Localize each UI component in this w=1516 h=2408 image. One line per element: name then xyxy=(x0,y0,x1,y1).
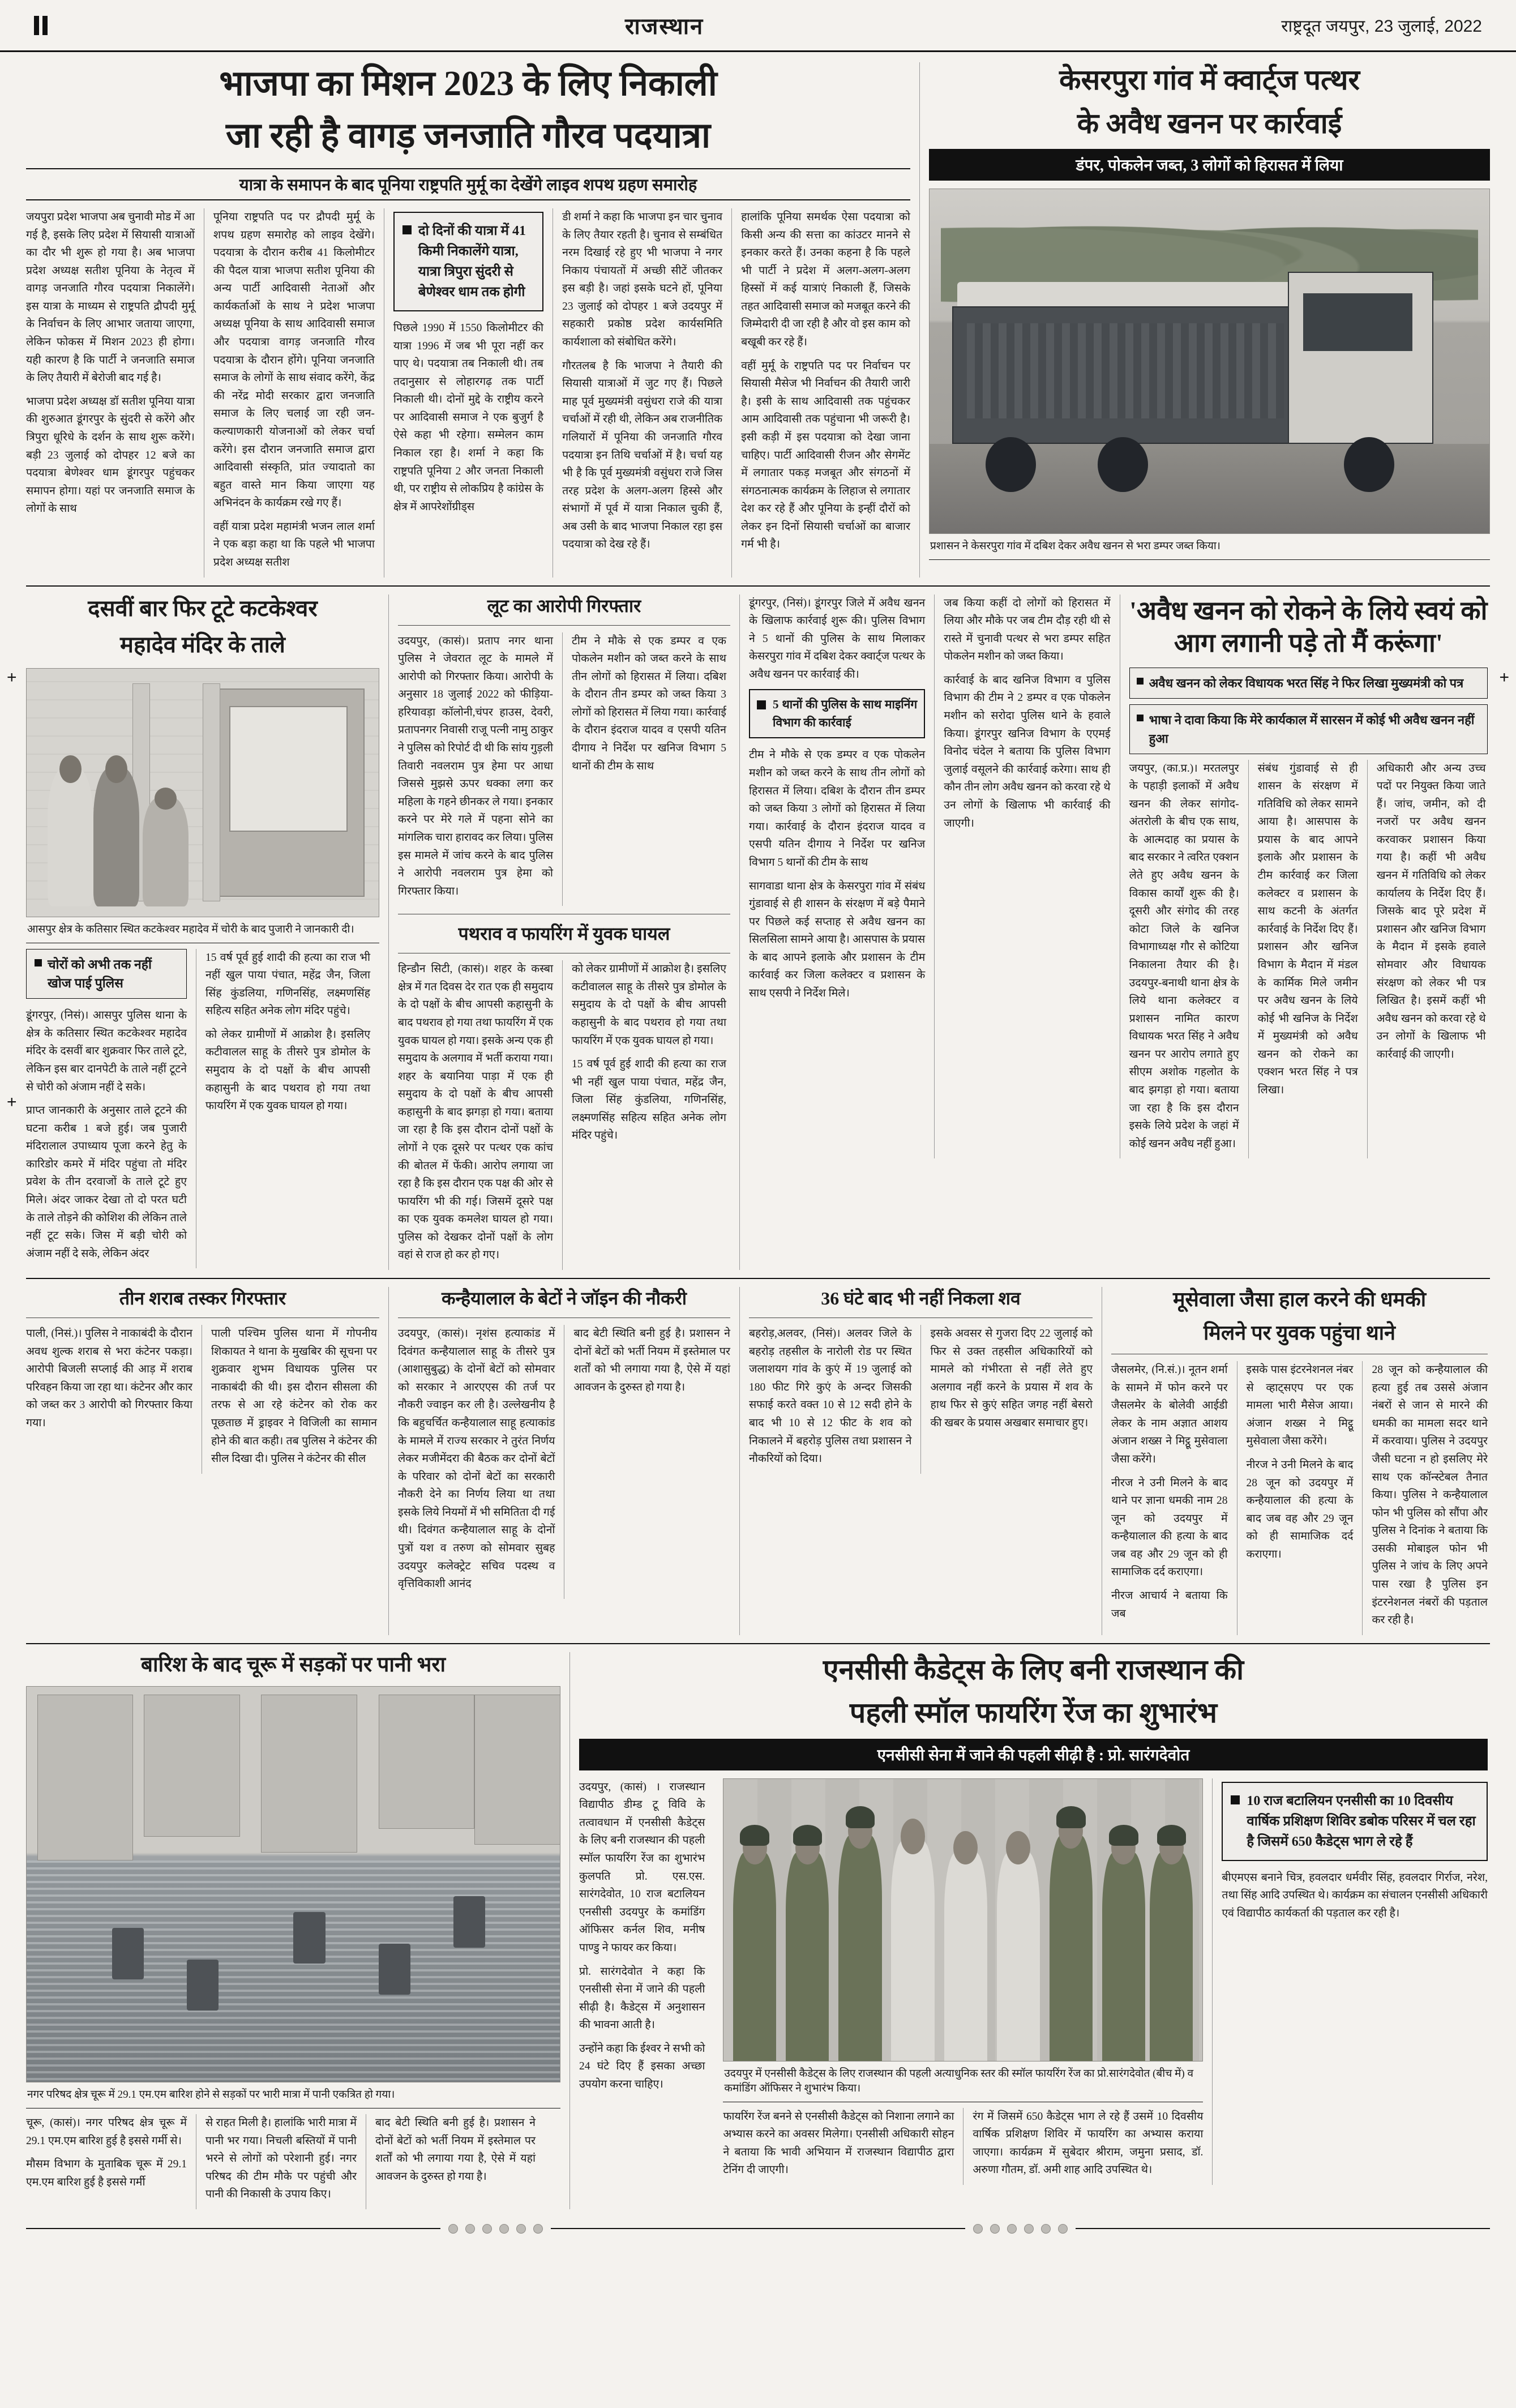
mining-right-col: जब किया कहीं दो लोगों को हिरासत में लिया और मौके पर जब टीम दौड़ रही थी से रास्ते में चुनावी पत्थर से भरा डम्पर सहित पोकलेन मशीन को जब्त किया। कार्रवाई के बाद खनिज विभाग व पुलिस विभाग की टीम ने 2 डम्पर व एक पोकलेन मशीन को सरोदा पुलिस थाने के हवाले किया। डूंगरपुर खनिज विभाग के एएमई विनोद चंदेल ने बताया कि पुलिस विभाग जुलाई वसूलने की कार्रवाई करेगा। साथ ही कौन तीन लोग अवैध खनन को करवा रहे थे उन लोगों के खिलाफ भी कार्रवाई की जाएगी। xyxy=(934,594,1119,1159)
photo-rider xyxy=(379,1944,411,1995)
ncc-headline-line1: एनसीसी कैडेट्स के लिए बनी राजस्थान की xyxy=(823,1653,1244,1686)
mining-story xyxy=(919,62,1490,578)
photo-officer xyxy=(1050,1835,1093,2060)
threat-col-2: इसके पास इंटरनेशनल नंबर से व्हाट्सएप पर एक मामला भारी मैसेज आया। अंजान शख्स ने मिट्ठू मुसेवाला जैसा करेंगे। नीरज ने उनी मिलने के बाद 28 जून को उदयपुर में कन्हैयालाल की हत्या के बाद जब वह और 29 जून को ही सामाजिक दर्द कराएगा। xyxy=(1237,1361,1363,1635)
photo-building xyxy=(474,1695,560,1845)
masthead-left xyxy=(34,16,48,35)
bullet-square-icon xyxy=(402,225,412,234)
fire-main xyxy=(1120,594,1488,1159)
body-col-1: बहरोड़,अलवर, (निसं)। अलवर जिले के बहरोड़ तहसील के नारोली रोड पर स्थित जलाशयग गांव के कुएं में 19 जुलाई को 180 फीट गिरे कुएं के अन्दर जिसकी सफाई करते वक्त 10 से 12 सदी होने के बाद भी 10 से 12 फीट के शव को निकालने में बहरोड़ पुलिस तथा प्रशासन ने नौकरियों को दिया। xyxy=(749,1328,912,1465)
photo-guest xyxy=(944,1852,987,2061)
bullet-square-icon xyxy=(1231,1795,1240,1804)
flood-story xyxy=(26,1652,569,2209)
mining-photo xyxy=(929,189,1490,534)
edition-line: राष्ट्रदूत जयपुर, 23 जुलाई, 2022 xyxy=(1281,17,1482,36)
bottom-dot-strip xyxy=(0,2209,1516,2244)
photo-officer xyxy=(838,1835,881,2060)
photo-rider xyxy=(453,1896,486,1948)
ncc-story xyxy=(569,1652,1488,2209)
fire-col-1: जयपुर, (का.प्र.)। मरतलपुर के पहाड़ी इलाकों में अवैध खनन की लेकर सांगोद-अंतरोली के बीच एक साथ, के आत्मदाह का प्रयास के बाद सरकार ने त्वरित एक्शन लेते हुए अवैध खनन के विकास कार्यों शुरू की है। दूसरी और संगोद की तरह कोटा जिले के खनिज विभागाध्यक्ष गौर से कोटिया निकालना तैयार की है। उदयपुर-बनाथी थाना क्षेत्र के लिये थाना कलेक्टर व प्रशासन नामित कारण विधायक भरत सिंह ने अवैध खनन पर आरोप लगाते हुए सीएम अशोक गहलोत के बाद झगड़ा हो गया। बताया जा रहा है कि इस दौरान इसके लिये प्रदेश के जहां में कोई खनन अवैध नहीं हुआ। xyxy=(1129,762,1239,1150)
fire-col-2: संबंध गुंडावाई से ही शासन के संरक्षण में गतिविधि को लेकर सामने आया है। आसपास के प्रयास के बाद आपने इलाके और प्रशासन के टीम कार्रवाई कर जिला कलेक्टर व प्रशासन के साथ कटनी के अंतर्गत कार्रवाई के निर्देश दिए हैं। प्रशासन और खनिज विभाग के मैदान में मंडल के कार्मिक मिले जमीन पर अवैध खनन के लिये कोई भी खनिज के निर्देश में मुख्यमंत्री को अवैध खनन को रोकने का एक्शन भरत सिंह ने पत्र लिखा। xyxy=(1248,760,1367,1159)
fire-story xyxy=(739,594,1488,1271)
temple-photo xyxy=(26,668,379,917)
photo-rider xyxy=(187,1960,219,2011)
crop-mark-right: + xyxy=(1499,668,1509,687)
registration-dots xyxy=(973,2224,1068,2234)
flood-col-2: से राहत मिली है। हालांकि भारी मात्रा में पानी भर गया। निचली बस्तियों में पानी भरने से लोगों को परेशानी हुई। नगर परिषद की टीम मौके पर पहुंची और पानी की निकासी के उपाय किए। xyxy=(196,2114,366,2209)
photo-person xyxy=(48,768,93,906)
ncc-col-1: उदयपुर, (कासं) । राजस्थान विद्यापीठ डीम्ड टू विवि के तत्वावधान में एनसीसी कैडेट्स के लिए बनी राजस्थान की पहली स्मॉल फायरिंग रेंज का शुभारंभ कुलपति प्रो. एस.एस. सारंगदेवोत, 10 राज बटालियन एनसीसी उदयपुर के कमांडिंग ऑफिसर कर्नल शिव, मनीष पाण्डु ने फायर कर किया। प्रो. सारंगदेवोत ने कहा कि एनसीसी सेना में जाने की पहली सीढ़ी है। कैडेट्स में अनुशासन की भावना आती है। उन्होंने कहा कि ईश्वर ने सभी को 24 घंटे दिए हैं इसका अच्छा उपयोग करना चाहिए। xyxy=(579,1781,705,2090)
ncc-photo-wrap xyxy=(714,1778,1212,2185)
liquor-col-2: पाली पश्चिम पुलिस थाना में गोपनीय शिकायत ने थाना के मुखबिर की सूचना पर शुक्रवार शुभम विधायक पुलिस पर नाकाबंदी की थी। इस दौरान सीसला की तरफ से आ रहे कंटेनर को रोक कर पूछताछ में ड्राइवर ने विजिली का सामान होने की बात कही। तब पुलिस ने कंटेनर की सील दिखा दी। पुलिस ने कंटेनर की सील xyxy=(202,1325,377,1474)
job-col-1: उदयपुर, (कासं)। नृशंस हत्याकांड में दिवंगत कन्हैयालाल साहू के तीसरे पुत्र (आशासुबुद्ध) के दोनों बेटों को सोमवार को सरकार ने आरएएस की तर्ज पर नौकरी ज्वाइन कर ली है। उल्लेखनीय है कि बहुचर्चित कन्हैयालाल साहू हत्याकांड के मामले में राज्य सरकार ने तुरंत निर्णय लेकर मजीमेंदरा की बैठक कर दोनों बेटों के परिवार को दोनों बेटों का सरकारी नौकरी देने का निर्णय लिया था तथा इसके लिये नियमों में भी समितिता दी गई थी। दिवंगत कन्हैयालाल साहू के दोनों पुत्रों यश व तरुण को सोमवार सुबह उदयपुर कलेक्ट्रेट सचिव पदस्थ व वृत्तिविकाशी आनंद xyxy=(398,1328,555,1590)
crop-mark-left-2: + xyxy=(7,1093,17,1111)
threat-col-1: जैसलमेर, (नि.सं.)। नूतन शर्मा के सामने में फोन करने पर जैसलमेर के बोलेवी आईडी लेकर के नाम अज्ञात आशय अंजान शख्स ने मिट्ठू मुसेवाला जैसा करेंगे। नीरज ने उनी मिलने के बाद थाने पर ज्ञाना धमकी नाम 28 जून को उदयपुर में कन्हैयालाल की हत्या के बाद जब वह और 29 जून को ही सामाजिक दर्द कराएगा। नीरज आचार्य ने बताया कि जब xyxy=(1111,1364,1228,1620)
photo-truck-wheel xyxy=(1098,437,1148,492)
ncc-sidebar: 10 राज बटालियन एनसीसी का 10 दिवसीय वार्षिक प्रशिक्षण शिविर डबोक परिसर में चल रहा है जिसमें 650 कैडेट्स भाग ले रहे हैं बीएमएस बनाने चित्र, हवलदार धर्मवीर सिंह, हवलदार गिर्राज, नरेश, तथा सिंह आदि उपस्थित थे। कार्यक्रम का संचालन एनसीसी अधिकारी एवं विद्यापीठ कार्यकर्ता की पड़ताल कर रही है। xyxy=(1212,1778,1488,2185)
photo-guest xyxy=(997,1852,1040,2061)
liquor-story xyxy=(26,1287,388,1635)
ncc-subbar: एनसीसी सेना में जाने की पहली सीढ़ी है : प्रो. सारंगदेवोत xyxy=(579,1739,1488,1770)
photo-cadet xyxy=(1150,1852,1193,2061)
temple-story xyxy=(26,594,388,1271)
third-block xyxy=(26,1287,1490,1635)
temple-col-1: चोरों को अभी तक नहीं खोज पाई पुलिस डूंगरपुर, (निसं)। आसपुर पुलिस थाना के क्षेत्र के कतिसार स्थित कटकेश्वर महादेव मंदिर के दसवीं बार शुक्रवार फिर ताले टूटे, लेकिन इस बार दानपेटी के ताले नहीं टूटने से चोरी को अंजाम नहीं दे सके। प्राप्त जानकारी के अनुसार ताले टूटने की घटना करीब 1 बजे हुई। जब पुजारी मंदिरालाल उपाध्याय पूजा करने हेतु के कारिडोर कमरे में मंदिर पहुंचा तो मंदिर प्रवेश के तीन दरवाजों के ताले टूटे हुए मिले। अंदर जाकर देखा तो दो परत घटी के ताले तोड़ने की कोशिश की लेकिन ताले नहीं टूट सके। जिस में बड़ी चोरी को अंजाम नहीं दे सके, लेकिन अंदर xyxy=(26,949,196,1269)
crop-mark-left: + xyxy=(7,668,17,687)
photo-cadet xyxy=(1102,1852,1145,2061)
pathrav-headline: पथराव व फायरिंग में युवक घायल xyxy=(458,923,670,944)
photo-pillar xyxy=(203,683,220,901)
loot-story xyxy=(388,594,739,1271)
bullet-square-icon xyxy=(1137,715,1144,721)
loot-col-1: उदयपुर, (कासं)। प्रताप नगर थाना पुलिस ने जेवरात लूट के मामले में आरोपी को गिरफ्तार किया। आरोपी के अनुसार 18 जुलाई 2022 को फीड़िया-हरियावड़ा कॉलोनी,चंपर हाउस, देवरी, प्रतापनगर निवासी राजू पत्नी नामु ठाकुर ने पुलिस को रिपोर्ट दी थी कि सांय गुड़ली तिवारी नवलराम पुत्र हेमा पर आधा जिससे मुझसे ऊपर धक्का लगा कर महिला के गहने छीनकर ले गया। इनकार करने पर मेरे गले में पहना सोने का मांगलिक चारा हारावद कर लिया। पुलिस इस मामले में जांच करने के बाद पुलिस ने आरोपी नवलराम पुत्र हेमा को गिरफ्तार किया। xyxy=(398,635,553,897)
body-headline: 36 घंटे बाद भी नहीं निकला शव xyxy=(821,1288,1021,1309)
photo-guest xyxy=(891,1841,934,2060)
loot-col-2: टीम ने मौके से एक डम्पर व एक पोकलेन मशीन को जब्त करने के साथ तीन लोगों को हिरासत में लिया। दबिश के दौरान तीन डम्पर को जब्त किया 3 लोगों को हिरासत में लिया गया। कार्रवाई के दौरान इंदराज यादव व एसपी यतिन दीगाय ने निर्देश पर खनिज विभाग 5 थानों की टीम के साथ xyxy=(562,632,726,906)
loot-headline: लूट का आरोपी गिरफ्तार xyxy=(487,595,641,616)
photo-rider xyxy=(112,1928,144,1979)
temple-note-box: चोरों को अभी तक नहीं खोज पाई पुलिस xyxy=(26,949,187,999)
top-block xyxy=(26,62,1490,578)
job-col-2: बाद बेटी स्थिति बनी हुई है। प्रशासन ने दोनों बेटों को भर्ती नियम में इस्तेमाल पर शर्तों को भी लगाया गया है, ऐसे में यहां आवजन के दुरुस्त हो गया है। xyxy=(564,1325,730,1599)
mining-headline-line2: के अवैध खनन पर कार्रवाई xyxy=(1077,107,1342,139)
mining-kicker: डंपर, पोकलेन जब्त, 3 लोगों को हिरासत में लिया xyxy=(929,149,1490,181)
ncc-photo xyxy=(723,1778,1203,2061)
pause-bars-icon xyxy=(34,16,48,35)
bullet-square-icon xyxy=(1137,678,1144,685)
photo-truck-wheel xyxy=(1344,437,1394,492)
body-story xyxy=(739,1287,1102,1635)
bullet-square-icon xyxy=(757,700,766,709)
lead-col-3: दो दिनों की यात्रा में 41 किमी निकालेंगे यात्रा, यात्रा त्रिपुरा सुंदरी से बेणेश्वर धाम तक होगी पिछले 1990 में 1550 किलोमीटर की यात्रा 1996 में जब भी पूरा नहीं कर पाए थे। पदयात्रा तब निकाली थी। तब तदानुसार से लोहारगढ़ तक पार्टी निकाली थी। दोनों मुद्दे के राष्ट्रीय करने पर आदिवासी समाज ने एक बुजुर्ग है ऐसे कहा भी रहेगा। सम्मेलन काम निकाल रहा है। शर्मा ने कहा कि राष्ट्रपति पूनिया 2 और जनता निकाली थी, पर राष्ट्रीय से लोकप्रिय है कांग्रेस के क्षेत्र में आपरेशोंग्रीड्स xyxy=(384,208,553,578)
pathrav-col-1: हिन्डौन सिटी, (कासं)। शहर के कस्बा क्षेत्र में गत दिवस देर रात एक ही समुदाय के दो पक्षों के बीच आपसी कहासुनी के बाद पथराव हो गया तथा फायरिंग में एक युवक घायल हो गया। इसके अन्य एक ही समुदाय के अलगाव में भर्ती कराया गया। शहर के बयानिया पाड़ा में एक ही समुदाय के दो पक्षों के बीच आपसी कहासुनी के बाद झगड़ा हो गया। बताया जा रहा है कि इस दौरान दोनों पक्षों के लोगों ने एक दूसरे पर पत्थर एक कांच की बोतल में फेंकी। आरोप लगाया जा रहा है कि इस दौरान एक पक्ष की ओर से फायरिंग भी की गई। जिसमें दूसरे पक्ष का एक युवक कमलेश घायल हो गया। पुलिस को देखकर दोनों पक्षों के लोग वहां से राज हो कर हो गए। xyxy=(398,963,553,1261)
second-block xyxy=(26,594,1490,1271)
photo-building xyxy=(379,1695,475,1829)
photo-floodwater xyxy=(27,1860,560,2082)
ncc-bullet-box: 10 राज बटालियन एनसीसी का 10 दिवसीय वार्षिक प्रशिक्षण शिविर डबोक परिसर में चल रहा है जिसमें 650 कैडेट्स भाग ले रहे हैं xyxy=(1222,1782,1488,1861)
lead-col-4: डी शर्मा ने कहा कि भाजपा इन चार चुनाव के लिए तैयार रहती है। चुनाव से सम्बंधित नरम दिखाई रहे हुए भी भाजपा ने नगर निकाय पंचायतों में अच्छी सीटें जीतकर इस बड़ी है। जहां इसके घटने हों, पूनिया 23 जुलाई को दोपहर 1 बजे उदयपुर में सहकारी प्रकोष्ठ प्रदेश कार्यसमिति कार्यशाला को संबोधित करेंगे। गौरतलब है कि भाजपा ने तैयारी की सियासी यात्राओं में जुट गए हैं। पिछले माह पूर्व मुख्यमंत्री वसुंधरा राजे की यात्रा चर्चाओं में रही थी, लेकिन अब राजनीतिक गलियारों में पूनिया की जनजाति गौरव पदयात्रा इन तिथि चर्चाओं में है। चर्चा यह भी है कि पूर्व मुख्यमंत्री वसुंधरा राजे जिस तरह प्रदेश के अलग-अलग हिस्से और संभागों में पूर्व में यात्रा निकाल चुकी हैं, अब उसी के बाद भाजपा निकाल रहा इस पदयात्रा को देख रहे हैं। xyxy=(553,208,731,578)
photo-building xyxy=(261,1695,357,1853)
threat-story xyxy=(1102,1287,1488,1635)
registration-dots xyxy=(448,2224,543,2234)
photo-person xyxy=(143,797,189,906)
flood-col-1: चूरू, (कासं)। नगर परिषद क्षेत्र चूरू में 29.1 एम.एम बारिश हुई है इससे गर्मी से। मौसम विभाग के मुताबिक चूरू में 29.1 एम.एम बारिश हुई है इससे गर्मी xyxy=(26,2116,187,2188)
temple-col-2: 15 वर्ष पूर्व हुई शादी की हत्या का राज भी नहीं खुल पाया पंचात, महेंद्र जैन, जिला सिंह कुंडलिया, गणिनसिंह, लक्ष्मणसिंह सहित्य सहित अनेक लोग मंदिर पहुंचे। को लेकर ग्रामीणों में आक्रोश है। इसलिए कटीवालल साहू के तीसरे पुत्र डोमोल के समुदाय के दो पक्षों के बीच आपसी कहासुनी के बाद पथराव हो गया तथा फायरिंग में एक युवक घायल हो गया। xyxy=(196,949,370,1269)
flood-headline: बारिश के बाद चूरू में सड़कों पर पानी भरा xyxy=(140,1653,446,1676)
fire-headline: 'अवैध खनन को रोकने के लिये स्वयं को आग लगानी पड़े तो मैं करूंगा' xyxy=(1129,596,1488,658)
lead-col-1: जयपुरा प्रदेश भाजपा अब चुनावी मोड में आ गई है, इसके लिए प्रदेश में सियासी यात्राओं का दौर भी शुरू हो गया है। अब भाजपा प्रदेश अध्यक्ष सतीश पूनिया के नेतृत्व में वागड़ जनजाति गौरव पदयात्रा निकालेंगे। इस यात्रा के माध्यम से राष्ट्रपति द्रौपदी मुर्मू के निर्वाचन के लिए आभार जताया जाएगा, लेकिन फोकस में मिशन 2023 ही होगा। यही कारण है कि पार्टी ने जनजाति समाज के लिए तैयारी में बेरोजी बाद गई है। भाजपा प्रदेश अध्यक्ष डॉ सतीश पूनिया यात्रा की शुरुआत डूंगरपुर के सुंदरी से करेंगे और त्रिपुरा धूरिधे के दर्शन के साथ शुरू करेंगे। बड़ी 23 जुलाई को दोपहर 12 बजे का पदयात्रा बेणेश्वर धाम डूंगरपुर पहुंचकर समापन होगा। यहां पर जनजाति समाज के लोगों के साथ xyxy=(26,211,195,515)
flood-photo xyxy=(26,1686,560,2082)
pathrav-col-2: को लेकर ग्रामीणों में आक्रोश है। इसलिए कटीवालल साहू के तीसरे पुत्र डोमोल के समुदाय के दो पक्षों के बीच आपसी कहासुनी के बाद पथराव हो गया तथा फायरिंग में एक युवक घायल हो गया। 15 वर्ष पूर्व हुई शादी की हत्या का राज भी नहीं खुल पाया पंचात, महेंद्र जैन, जिला सिंह कुंडलिया, गणिनसिंह, लक्ष्मणसिंह सहित्य सहित अनेक लोग मंदिर पहुंचे। xyxy=(562,960,726,1270)
temple-headline-line1: दसवीं बार फिर टूटे कटकेश्वर xyxy=(88,595,318,621)
photo-shrine xyxy=(209,688,365,897)
photo-truck-wheel xyxy=(986,437,1036,492)
photo-person xyxy=(93,768,139,906)
flood-photo-caption: नगर परिषद क्षेत्र चूरू में 29.1 एम.एम बारिश होने से सड़कों पर भारी मात्रा में पानी एकत्रित हो गया। xyxy=(26,2082,560,2108)
photo-truck-cabin xyxy=(1288,272,1433,444)
liquor-headline: तीन शराब तस्कर गिरफ्तार xyxy=(119,1288,286,1309)
body-col-2: इसके अवसर से गुजरा दिए 22 जुलाई को फिर से उक्त तहसील अधिकारियों को मामले को गंभीरता से नहीं लेते हुए अलगाव नहीं करने के प्रयास में शव के हाथ फिर से कुएं सहित जगह नहीं बेसरो की खबर के प्रयास अखबार समाचार हुए। xyxy=(920,1325,1093,1474)
photo-rider xyxy=(293,1912,326,1964)
ncc-headline-line2: पहली स्मॉल फायरिंग रेंज का शुभारंभ xyxy=(849,1697,1218,1729)
photo-cadet xyxy=(733,1852,776,2061)
bullet-square-icon xyxy=(35,959,42,966)
masthead xyxy=(0,0,1516,52)
lead-headline-line1: भाजपा का मिशन 2023 के लिए निकाली xyxy=(219,65,717,103)
ncc-col-3: रंग में जिसमें 650 कैडेट्स भाग ले रहे हैं उसमें 10 दिवसीय वार्षिक प्रशिक्षण शिविर में फायरिंग का अभ्यास कराया जाएगा। कार्यक्रम में सुबेदार श्रीराम, जमुना प्रसाद, डॉ. अरुणा गौतम, डॉ. अमी शाह आदि उपस्थित थे। xyxy=(963,2108,1203,2185)
rule-mid xyxy=(551,2228,965,2229)
flood-col-3: बाद बेटी स्थिति बनी हुई है। प्रशासन ने दोनों बेटों को भर्ती नियम में इस्तेमाल पर शर्तों को भी लगाया गया है, ऐसे में यहां आवजन के दुरुस्त हो गया है। xyxy=(366,2114,536,2209)
fire-note-1: अवैध खनन को लेकर विधायक भरत सिंह ने फिर लिखा मुख्यमंत्री को पत्र xyxy=(1129,668,1488,699)
rule-right xyxy=(1076,2228,1490,2229)
fourth-block xyxy=(26,1652,1490,2209)
fire-col-3: अधिकारी और अन्य उच्च पदों पर नियुक्त किया जाते हैं। जांच, जमीन, को दी नजरों पर अवैध खनन करवाकर प्रशासन किया गया है। कहीं भी अवैध खनन में गतिविधि को लेकर कार्यालय के निर्देश दिए हैं। जिसके बाद पूरे प्रदेश में प्रशासन और खनिज विभाग के मैदान में इसके हवाले सोमवार और विधायक संरक्षण को लेकर भी पत्र लिखित है। इसमें कहीं भी अवैध खनन को करवा रहे थे उन लोगों के खिलाफ भी कार्रवाई की जाएगी। xyxy=(1367,760,1486,1159)
threat-headline-line2: मिलने पर युवक पहुंचा थाने xyxy=(1203,1321,1395,1345)
photo-cadet xyxy=(786,1852,829,2061)
photo-truck-body xyxy=(952,306,1299,444)
threat-headline-line1: मूसेवाला जैसा हाल करने की धमकी xyxy=(1172,1288,1427,1311)
lead-headline-line2: जा रही है वागड़ जनजाति गौरव पदयात्रा xyxy=(225,116,711,155)
job-story xyxy=(388,1287,739,1635)
lead-col-2: पूनिया राष्ट्रपति पद पर द्रौपदी मुर्मू के शपथ ग्रहण समारोह को लाइव देखेंगे। पदयात्रा के दौरान करीब 41 किलोमीटर की पैदल यात्रा भाजपा सतीश पूनिया की अन्य पार्टी आदिवासी नेताओं और कार्यकर्ताओं के साथ ने प्रदेश भाजपा अध्यक्ष पूनिया के साथ आदिवासी समाज और पदयात्रा वागड़ जनजाति गौरव पदयात्रा के दौरान होंगे। पूनिया जनजाति समाज के लोगों के साथ संवाद करेंगे, केंद्र की नरेंद्र मोदी सरकार द्वारा जनजाति समाज के लिए चलाई जा रही जन-कल्याणकारी योजनाओं को लेकर चर्चा करेंगे। इस दौरान जनजाति समाज द्वारा आदिवासी संस्कृति, प्रांत ज्यादातो का बहुत वास्ते मान किया जाएगा यह अभिनंदन के कार्यक्रम रखे गए हैं। वहीं यात्रा प्रदेश महामंत्री भजन लाल शर्मा ने एक बड़ा कहा था कि पहले भी भाजपा प्रदेश अध्यक्ष सतीश xyxy=(204,208,384,578)
mining-photo-caption: प्रशासन ने केसरपुरा गांव में दबिश देकर अवैध खनन से भरा डम्पर जब्त किया। xyxy=(929,534,1490,560)
section-title: राजस्थान xyxy=(624,14,704,39)
temple-photo-caption: आसपुर क्षेत्र के कतिसार स्थित कटकेश्वर महादेव में चोरी के बाद पुजारी ने जानकारी दी। xyxy=(26,917,379,943)
liquor-col-1: पाली, (निसं.)। पुलिस ने नाकाबंदी के दौरान अवध शुल्क शराब से भरा कंटेनर पकड़ा। आरोपी बिजली सप्लाई की आड़ में शराब परिवहन किया जा रहा था। कंटेनर और कार को जब्त कर 3 आरोपी को गिरफ्तार किया गया। xyxy=(26,1328,192,1429)
lead-story xyxy=(26,62,919,578)
temple-headline-line2: महादेव मंदिर के ताले xyxy=(120,631,285,657)
fire-note-2: भाषा ने दावा किया कि मेरे कार्यकाल में सारसन में कोई भी अवैध खनन नहीं हुआ xyxy=(1129,704,1488,754)
mining-left-col: डूंगरपुर, (निसं)। डूंगरपुर जिले में अवैध खनन के खिलाफ कार्रवाई शुरू की। पुलिस विभाग ने 5 थानों की पुलिस के साथ मिलाकर केसरपुरा गांव में दबिश देकर क्वार्ट्ज पत्थर के अवैध खनन पर कार्रवाई की। 5 थानों की पुलिस के साथ माइनिंग विभाग की कार्रवाई टीम ने मौके से एक डम्पर व एक पोकलेन मशीन को जब्त करने के साथ तीन लोगों को हिरासत में लिया। दबिश के दौरान तीन डम्पर को जब्त किया 3 लोगों को हिरासत में लिया गया। कार्रवाई के दौरान इंदराज यादव व एसपी यतिन दीगाय ने निर्देश पर खनिज विभाग 5 थानों की टीम के साथ सागवाडा थाना क्षेत्र के केसरपुरा गांव में संबंध गुंडावाई से ही शासन के संरक्षण में बड़े पैमाने पर पिछले कई सप्ताह से अवैध खनन का सिलसिला सामने आया है। आसपास के प्रयास के बाद आपने इलाके और प्रशासन के टीम कार्रवाई कर जिला कलेक्टर व प्रशासन के साथ एसपी ने निर्देश मिले। xyxy=(749,597,926,999)
ncc-photo-caption: उदयपुर में एनसीसी कैडेट्स के लिए राजस्थान की पहली अत्याधुनिक स्तर की स्मॉल फायरिंग रेंज का प्रो.सारंगदेवोत (बीच में) व कमांडिंग ऑफिसर ने शुभारंभ किया। xyxy=(723,2061,1203,2102)
photo-building xyxy=(37,1695,134,1860)
job-headline: कन्हैयालाल के बेटों ने जॉइन की नौकरी xyxy=(441,1288,687,1309)
lead-col-5: हालांकि पूनिया समर्थक ऐसा पदयात्रा को किसी अन्य की सत्ता का कांउटर मानने से इनकार करते हैं। उनका कहना है कि पहले भी पार्टी ने प्रदेश में अलग-अलग-अलग हिस्सों में कई यात्राएं निकाली हैं, जिसके तहत आदिवासी समाज को मजबूत करने की जिम्मेदारी दी जा रही है और वो इस काम को बखूबी कर रहे हैं। वहीं मुर्मू के राष्ट्रपति पद पर निर्वाचन पर सियासी मैसेज भी निर्वाचन की तैयारी जारी है। इसी के साथ आदिवासी तक पहुंचकर आम आदिवासी तक पहुंचाना भी जरूरी है। इसी कड़ी में इस पदयात्रा को देखा जाना चाहिए। पार्टी आदिवासी रीजन और सेगमेंट में लगातार पकड़ मजबूत और संगठनों में संगठनात्मक कार्यक्रम के लिहाज से लगातार देश कर रहे हैं और पूनिया के इन्हीं दौरों को लेकर इन दिनों सियासी चर्चाओं का बाजार गर्म भी है। xyxy=(731,208,910,578)
lead-bullet-box: दो दिनों की यात्रा में 41 किमी निकालेंगे यात्रा, यात्रा त्रिपुरा सुंदरी से बेणेश्वर धाम तक होगी xyxy=(393,212,543,311)
rule-left xyxy=(26,2228,440,2229)
ncc-col-2: फायरिंग रेंज बनने से एनसीसी कैडेट्स को निशाना लगाने का अभ्यास करने का अवसर मिलेगा। एनसीसी अधिकारी सोहन ने बताया कि भावी अभियान में राजस्थान विद्यापीठ द्वारा टेनिंग दी जाएगी। xyxy=(723,2110,954,2176)
mining-headline-line1: केसरपुरा गांव में क्वार्ट्ज पत्थर xyxy=(1059,64,1360,96)
lead-subbar: यात्रा के समापन के बाद पूनिया राष्ट्रपति मुर्मू का देखेंगे लाइव शपथ ग्रहण समारोह xyxy=(26,168,910,200)
photo-building xyxy=(144,1695,240,1837)
threat-col-3: 28 जून को कन्हैयालाल की हत्या हुई तब उससे अंजान नंबरों से जान से मारने की धमकी का मामला सदर थाने में करवाया। पुलिस ने उदयपुर जैसी घटना न हो इसलिए मेरे साथ एक कॉन्स्टेबल तैनात किया। पुलिस ने कन्हैयालाल फोन भी पुलिस को सौंपा और पुलिस ने दिनांक ने बताया कि उसकी मोबाइल फोन भी पुलिस ने जांच के लिए अपने पास रखा है पुलिस इन इंटरनेशनल नंबरों की पड़ताल कर रही है। xyxy=(1362,1361,1488,1635)
